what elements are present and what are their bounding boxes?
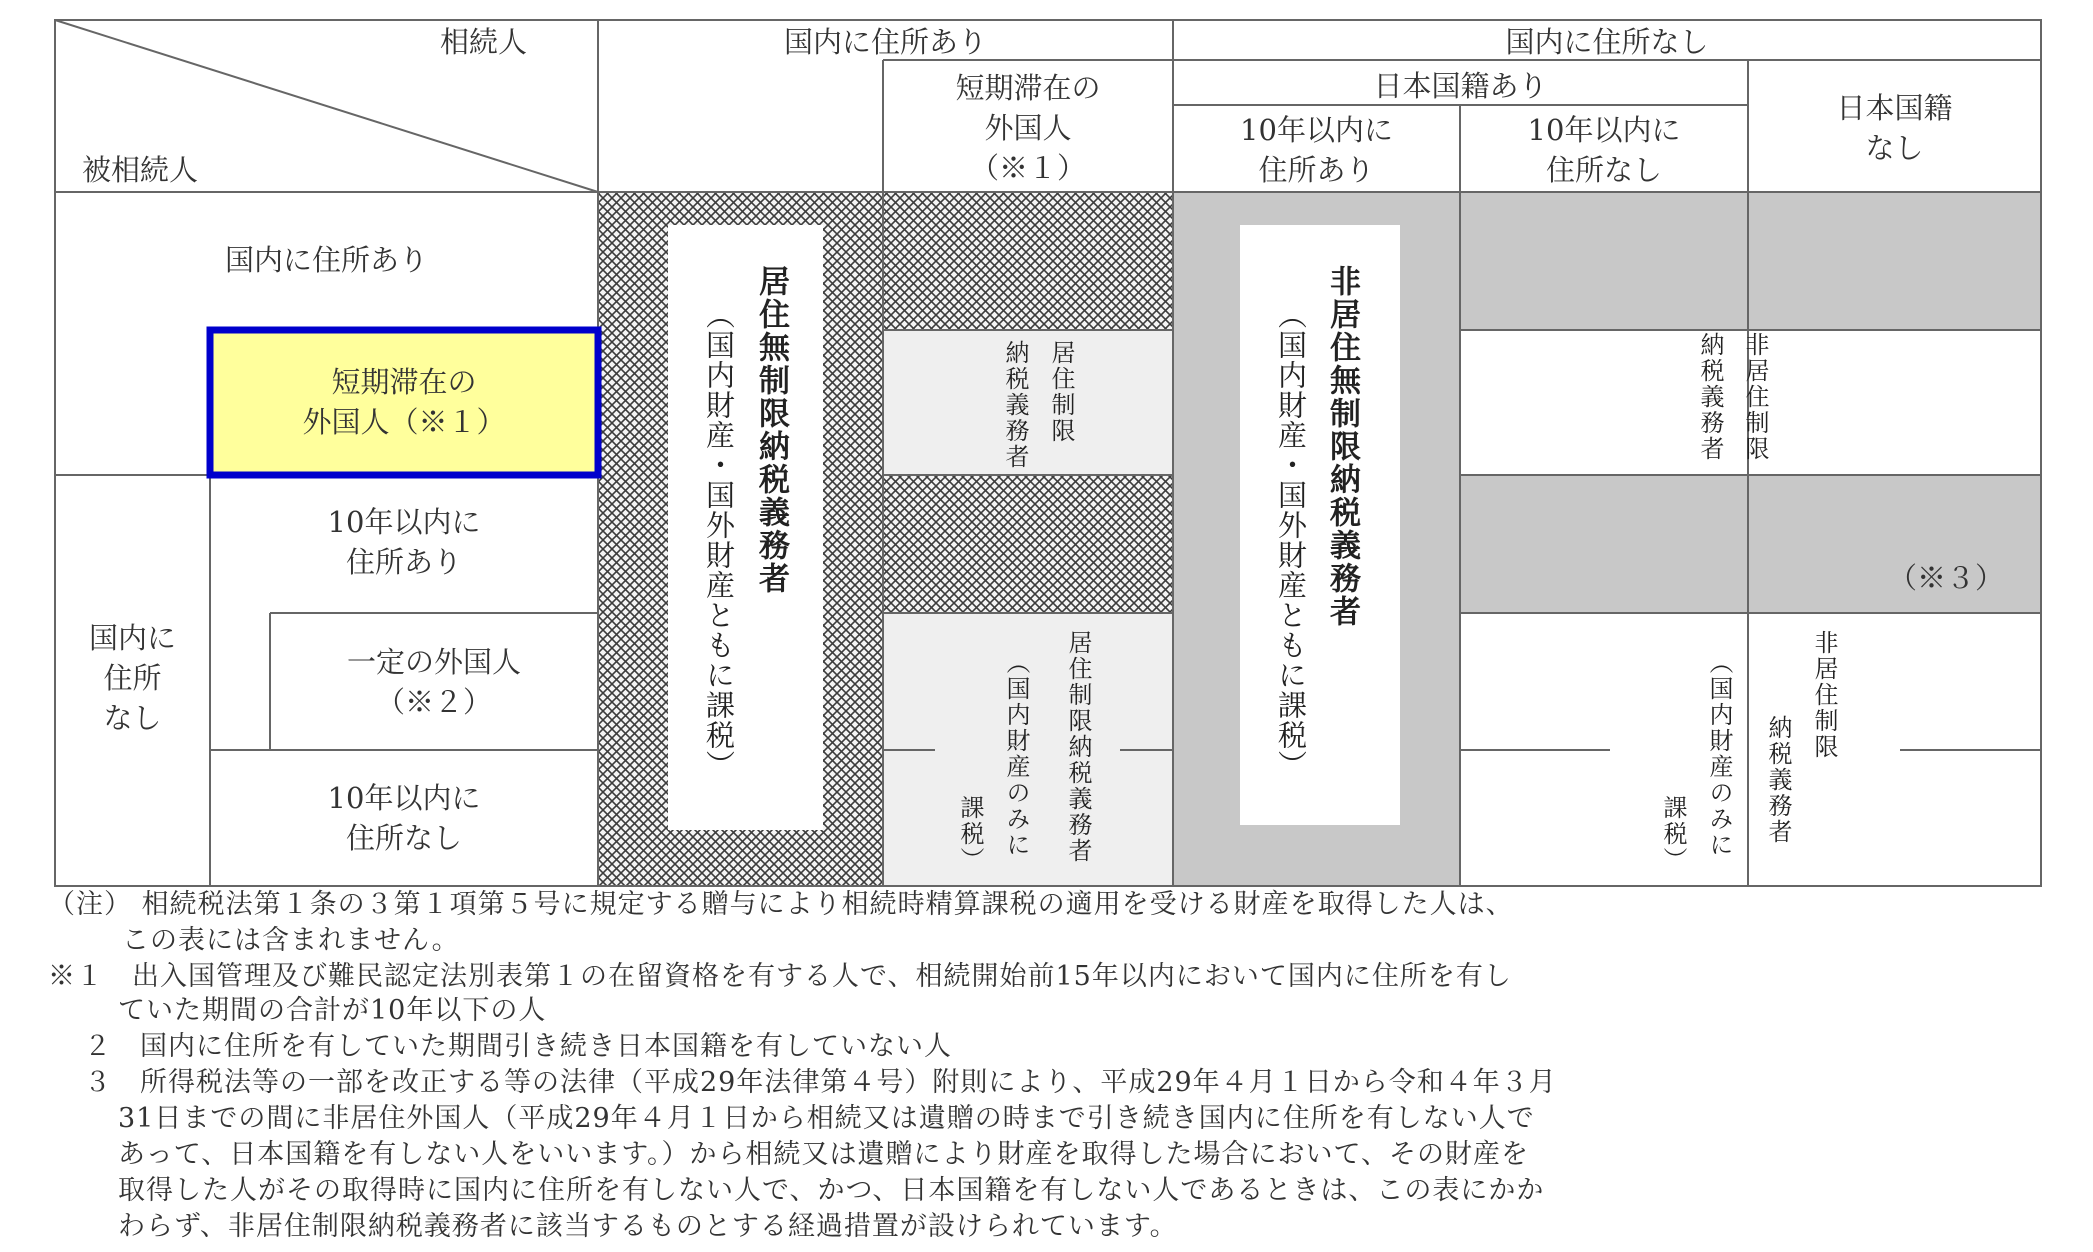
row-within10-yes (210, 502, 598, 582)
note-line-8: あって、日本国籍を有しない人をいいます。）から相続又は遺贈により財産を取得した場合において、その財産を (118, 1139, 1529, 1170)
jp-nationality-no-line2: なし (1865, 131, 1924, 165)
resident-limited-full: 居住制限納税義務者 (1064, 630, 1092, 864)
nonres-limited-full-a: 非居住制限 (1810, 630, 1838, 760)
note-line-6: ３ 所得税法等の一部を改正する等の法律（平成29年法律第４号）附則により、平成29年４月１日から令和４年３月 (84, 1067, 1557, 1098)
short-stay-header-line2: 外国人 (984, 111, 1072, 145)
row-foreigner-line2: （※２） (375, 685, 492, 719)
jp-nationality-yes-header: 日本国籍あり (1373, 69, 1548, 103)
row-nodomestic-group (55, 618, 210, 738)
note-line-4: ていた期間の合計が10年以下の人 (118, 995, 547, 1026)
row-within10-no-line1: 10年以内に (327, 781, 481, 815)
note-line-2: この表には含まれません。 (122, 925, 460, 956)
short-stay-header (883, 68, 1173, 188)
resident-limited-b: 納税義務者 (1001, 340, 1029, 470)
domestic-only-a: （国内財産のみに (1002, 650, 1030, 858)
row-nodomestic-line3: なし (103, 701, 162, 735)
row-within10-yes-line1: 10年以内に (327, 505, 481, 539)
within10-no-header (1460, 110, 1748, 190)
row-short-stay-line2: 外国人（※１） (302, 405, 506, 439)
row-within10-no (210, 778, 598, 858)
row-within10-yes-line2: 住所あり (345, 545, 462, 579)
resident-unlimited-sub: （国内財産・国外財産ともに課税） (702, 300, 736, 780)
note-line-1: （注） 相続税法第１条の３第１項第５号に規定する贈与により相続時精算課税の適用を受ける財産を取得した人は、 (48, 889, 1514, 920)
within10-yes-line1: 10年以内に (1240, 113, 1393, 147)
within10-no-line2: 住所なし (1545, 153, 1662, 187)
nonres-unlimited-title: 非居住無制限納税義務者 (1324, 265, 1360, 628)
resident-unlimited-panel (668, 225, 823, 830)
row-short-stay-line1: 短期滞在の (331, 365, 477, 399)
short-stay-header-line1: 短期滞在の (955, 71, 1101, 105)
within10-yes-header (1173, 110, 1460, 190)
nonres-unlimited-panel (1240, 225, 1400, 825)
nonres-unlimited-sub: （国内財産・国外財産ともに課税） (1274, 300, 1308, 780)
within10-no-line1: 10年以内に (1527, 113, 1681, 147)
resident-limited-a: 居住制限 (1047, 340, 1075, 444)
resident-unlimited-title: 居住無制限納税義務者 (753, 265, 789, 595)
row-short-stay (210, 362, 598, 442)
note-line-9: 取得した人がその取得時に国内に住所を有しない人で、かつ、日本国籍を有しない人であるときは、この表にかか (118, 1175, 1545, 1206)
domestic-yes-header: 国内に住所あり (783, 25, 987, 59)
note-line-10: わらず、非居住制限納税義務者に該当するものとする経過措置が設けられています。 (118, 1211, 1178, 1242)
row-nodomestic-line1: 国内に (88, 621, 176, 655)
jp-nationality-no-header (1748, 88, 2041, 168)
domestic-only-b: 課税） (956, 795, 984, 873)
nonres-limited-full-b: 納税義務者 (1764, 715, 1792, 845)
nonres-limited-a: 非居住制限 (1741, 332, 1769, 462)
heir-label: 相続人 (440, 25, 528, 59)
decedent-label: 被相続人 (82, 153, 199, 187)
row-foreigner (270, 642, 598, 722)
row-nodomestic-line2: 住所 (103, 661, 162, 695)
note-line-5: ２ 国内に住所を有していた期間引き続き日本国籍を有していない人 (84, 1031, 952, 1062)
nonres-limited-b: 納税義務者 (1696, 332, 1724, 462)
jp-nationality-no-line1: 日本国籍 (1836, 91, 1953, 125)
row-domestic: 国内に住所あり (224, 243, 428, 277)
row-foreigner-line1: 一定の外国人 (346, 645, 521, 679)
note3-mark: （※３） (1888, 561, 2005, 595)
row-within10-no-line2: 住所なし (345, 821, 462, 855)
domestic-only-b-2: 課税） (1659, 795, 1687, 873)
domestic-no-header: 国内に住所なし (1505, 25, 1709, 59)
note-line-7: 31日までの間に非居住外国人（平成29年４月１日から相続又は遺贈の時まで引き続き国内に住所を有しない人で (118, 1103, 1535, 1134)
note-line-3: ※１ 出入国管理及び難民認定法別表第１の在留資格を有する人で、相続開始前15年以内において国内に住所を有し (48, 961, 1512, 992)
short-stay-header-line3: （※１） (969, 151, 1086, 185)
within10-yes-line2: 住所あり (1258, 153, 1375, 187)
domestic-only-a-2: （国内財産のみに (1705, 650, 1733, 858)
